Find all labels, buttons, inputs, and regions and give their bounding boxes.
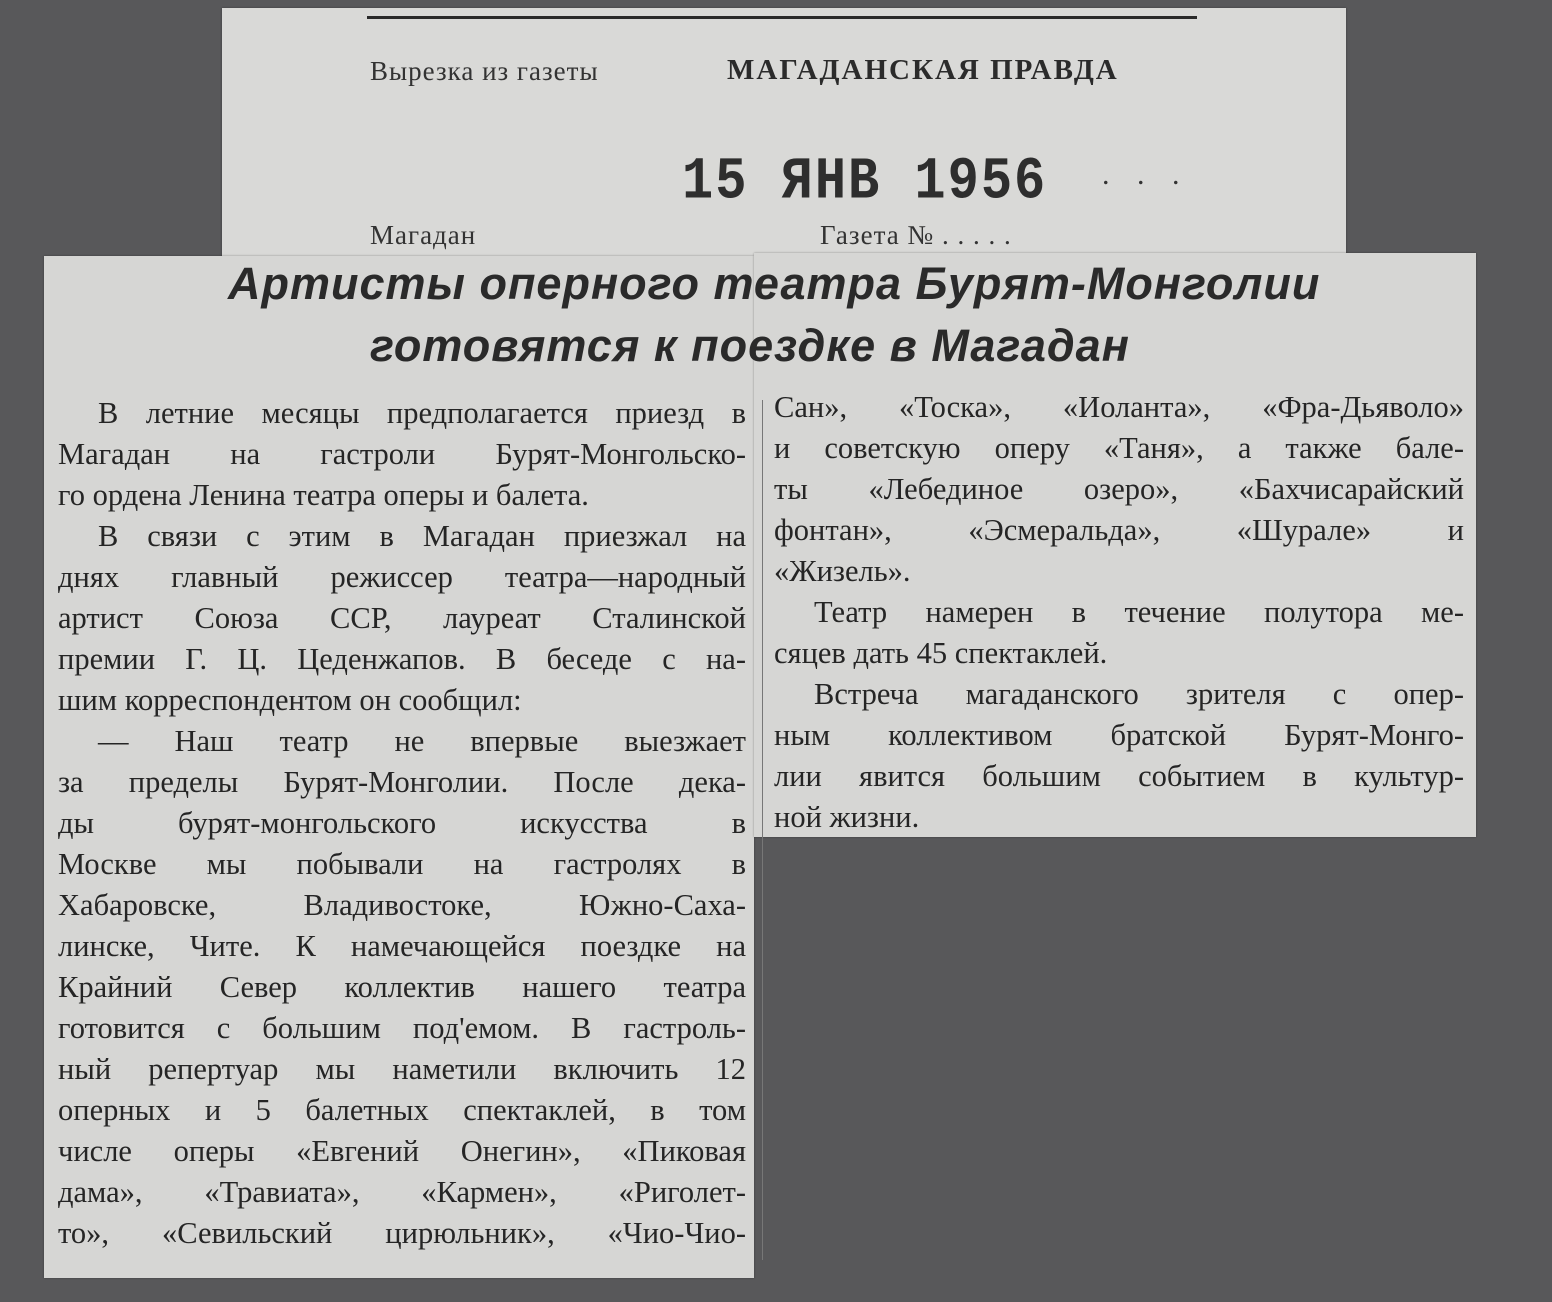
date-dots: . . . (1102, 158, 1190, 191)
text-line: ным коллективом братской Бурят-Монго- (774, 718, 1464, 752)
top-rule (367, 16, 1197, 19)
text-line: артист Союза ССР, лауреат Сталинской (58, 601, 746, 635)
text-line: за пределы Бурят-Монголии. После дека- (58, 765, 746, 799)
newspaper-name: МАГАДАНСКАЯ ПРАВДА (727, 54, 1119, 86)
text-line: Встреча магаданского зрителя с опер- (814, 677, 1464, 711)
text-line: Сан», «Тоска», «Иоланта», «Фра-Дьяволо» (774, 390, 1464, 424)
text-line: Москве мы побывали на гастролях в (58, 847, 746, 881)
text-line: то», «Севильский цирюльник», «Чио-Чио- (58, 1216, 746, 1250)
text-line: ный репертуар мы наметили включить 12 (58, 1052, 746, 1086)
text-line: В летние месяцы предполагается приезд в (98, 396, 746, 430)
headline-line-2: готовятся к поездке в Магадан (370, 320, 1130, 371)
column-divider (762, 400, 763, 1260)
headline-line-1: Артисты оперного театра Бурят-Монголии (228, 258, 1321, 309)
text-line: Магадан на гастроли Бурят-Монгольско- (58, 437, 746, 471)
text-line: дама», «Травиата», «Кармен», «Риголет- (58, 1175, 746, 1209)
text-line: оперных и 5 балетных спектаклей, в том (58, 1093, 746, 1127)
text-line: ты «Лебединое озеро», «Бахчисарайский (774, 472, 1464, 506)
text-line: ды бурят-монгольского искусства в (58, 806, 746, 840)
text-line: линске, Чите. К намечающейся поездке на (58, 929, 746, 963)
text-line: фонтан», «Эсмеральда», «Шурале» и (774, 513, 1464, 547)
text-line: сяцев дать 45 спектаклей. (774, 636, 1108, 670)
text-line: Крайний Север коллектив нашего театра (58, 970, 746, 1004)
clipping-stamp-card (222, 8, 1346, 270)
text-line: ной жизни. (774, 800, 920, 834)
city-label: Магадан (370, 220, 477, 250)
article-column-right (774, 387, 1464, 838)
issue-label: Газета № . . . . . (820, 220, 1012, 250)
text-line: «Жизель». (774, 554, 911, 588)
text-line: Хабаровске, Владивостоке, Южно-Саха- (58, 888, 746, 922)
text-line: шим корреспондентом он сообщил: (58, 683, 522, 717)
text-line: и советскую оперу «Таня», а также бале- (774, 431, 1464, 465)
date-stamp: 15 ЯНВ 1956 (682, 148, 1048, 216)
text-line: Театр намерен в течение полутора ме- (814, 595, 1464, 629)
text-line: готовится с большим под'емом. В гастроль- (58, 1011, 746, 1045)
text-line: числе оперы «Евгений Онегин», «Пиковая (58, 1134, 746, 1168)
article-column-left (58, 393, 746, 1254)
clipping-label: Вырезка из газеты (370, 56, 599, 86)
text-line: В связи с этим в Магадан приезжал на (98, 519, 746, 553)
text-line: — Наш театр не впервые выезжает (98, 724, 746, 758)
text-line: лии явится большим событием в культур- (774, 759, 1464, 793)
text-line: днях главный режиссер театра—народный (58, 560, 746, 594)
text-line: премии Г. Ц. Цеденжапов. В беседе с на- (58, 642, 746, 676)
text-line: го ордена Ленина театра оперы и балета. (58, 478, 589, 512)
